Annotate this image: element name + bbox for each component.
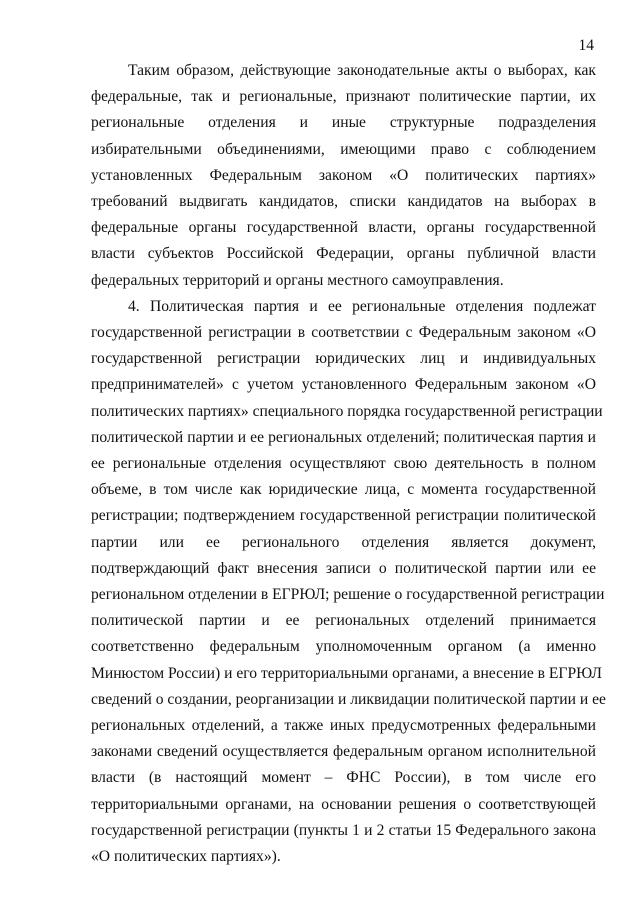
paragraph-line: территориальными органами, на основании решения о соответствующей	[91, 795, 596, 813]
paragraph-2	[91, 294, 606, 870]
paragraph-line: региональных отделений, а также иных предусмотренных федеральными	[91, 717, 596, 735]
paragraph-line: региональные отделения и иные структурные подразделения	[91, 114, 596, 132]
paragraph-line: подтверждающий факт внесения записи о политической партии или ее	[91, 559, 596, 577]
paragraph-line: Минюстом России) и его территориальными органами, а внесение в ЕГРЮЛ	[91, 664, 602, 682]
paragraph-line: требований выдвигать кандидатов, списки кандидатов на выборах в	[91, 193, 596, 211]
paragraph-line: политической партии и ее региональных отделений; политическая партия и	[91, 428, 596, 446]
paragraph-line: политической партии и ее региональных отделений принимается	[91, 612, 596, 630]
paragraph-line: власти субъектов Российской Федерации, органы публичной власти	[91, 245, 596, 263]
paragraph-line: предпринимателей» с учетом установленного Федеральным законом «О	[91, 376, 596, 394]
paragraph-1	[91, 58, 596, 294]
paragraph-line: власти (в настоящий момент – ФНС России), в том числе его	[91, 769, 596, 787]
paragraph-line: государственной регистрации в соответствии с Федеральным законом «О	[91, 324, 596, 342]
page-number: 14	[578, 37, 594, 54]
paragraph-line: региональном отделении в ЕГРЮЛ; решение о государственной регистрации	[91, 586, 605, 604]
paragraph-line: соответственно федеральным уполномоченным органом (а именно	[91, 638, 596, 656]
paragraph-line: федеральные, так и региональные, признают политические партии, их	[91, 88, 596, 106]
paragraph-line: государственной регистрации юридических лиц и индивидуальных	[91, 350, 596, 368]
paragraph-line: Таким образом, действующие законодательные акты о выборах, как	[128, 62, 596, 79]
document-body	[91, 58, 606, 870]
paragraph-line: политических партиях» специального порядка государственной регистрации	[91, 402, 603, 420]
paragraph-line: ее региональные отделения осуществляют свою деятельность в полном	[91, 455, 596, 473]
paragraph-line: государственной регистрации (пункты 1 и 2 статьи 15 Федерального закона	[91, 821, 596, 839]
paragraph-line: сведений о создании, реорганизации и ликвидации политической партии и ее	[91, 690, 606, 708]
paragraph-line: установленных Федеральным законом «О политических партиях»	[91, 166, 596, 184]
paragraph-line: 4. Политическая партия и ее региональные отделения подлежат	[128, 297, 596, 315]
paragraph-line: объеме, в том числе как юридические лица, с момента государственной	[91, 481, 596, 499]
paragraph-line: партии или ее регионального отделения является документ,	[91, 533, 596, 551]
paragraph-line: законами сведений осуществляется федеральным органом исполнительной	[91, 743, 596, 761]
paragraph-line: регистрации; подтверждением государственной регистрации политической	[91, 507, 596, 525]
paragraph-line: «О политических партиях»).	[91, 848, 281, 866]
paragraph-line: избирательными объединениями, имеющими право с соблюдением	[91, 140, 596, 158]
paragraph-line: федеральных территорий и органы местного самоуправления.	[91, 271, 504, 289]
paragraph-line: федеральные органы государственной власти, органы государственной	[91, 219, 596, 237]
